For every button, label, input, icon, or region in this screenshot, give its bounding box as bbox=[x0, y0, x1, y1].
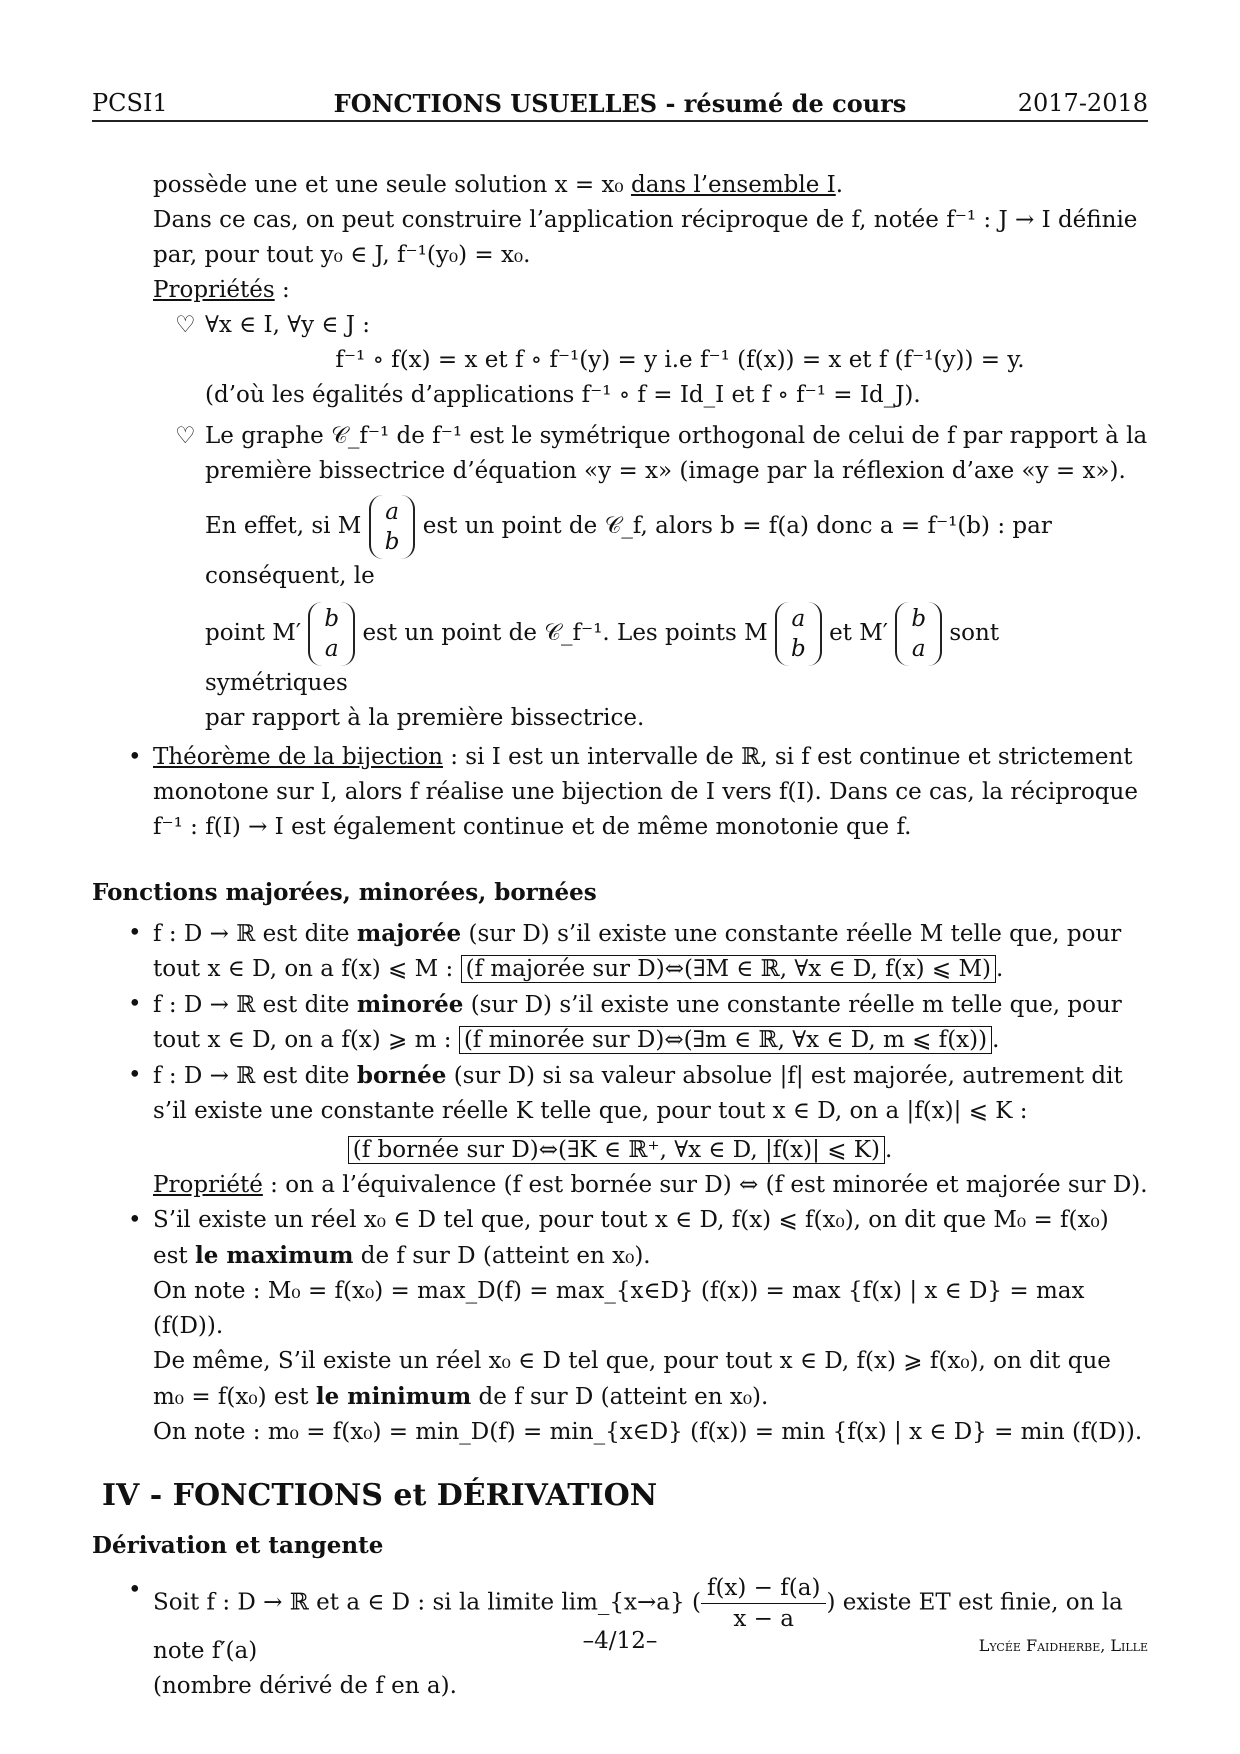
bijection-text: : si I est un intervalle de ℝ, si f est continue et strictement monotone sur I, alors f réalise une bijection de I vers f(I). Dans ce cas, la réciproque f⁻¹ : f(I) → I est également continue et de même monotonie que f. bbox=[153, 744, 1138, 840]
bijection-theorem bbox=[92, 740, 1148, 845]
bijection-label: Théorème de la bijection bbox=[153, 744, 443, 770]
bornee-box-line: (f bornée sur D)⇔(∃K ∈ ℝ⁺, ∀x ∈ D, |f(x)| ⩽ K) . bbox=[92, 1133, 1148, 1168]
prop-2-example bbox=[205, 495, 1148, 594]
page-number: –4/12– bbox=[582, 1628, 658, 1654]
header-year: 2017-2018 bbox=[1017, 89, 1148, 117]
vector-M bbox=[369, 495, 416, 559]
section-iv-title: IV - FONCTIONS et DÉRIVATION bbox=[102, 1478, 658, 1513]
vector-M-2 bbox=[775, 602, 822, 666]
proprietes-heading bbox=[153, 273, 1148, 308]
soit-a: Soit f : D → ℝ et a ∈ D : si la limite lim_{x→a} bbox=[153, 1589, 685, 1616]
vec-b: b bbox=[324, 606, 340, 632]
min2-bold: le minimum bbox=[315, 1383, 472, 1410]
subsection-bornees: Fonctions majorées, minorées, bornées bbox=[92, 879, 597, 906]
bor-box: (f bornée sur D)⇔(∃K ∈ ℝ⁺, ∀x ∈ D, |f(x)| ⩽ K) bbox=[348, 1136, 885, 1164]
bor-bold: bornée bbox=[356, 1062, 447, 1089]
bor-c: (sur D) si sa valeur absolue |f| est majorée, autrement dit s’il existe une constante réelle K telle que, pour tout x ∈ D, on a |f(x)| ⩽ K : bbox=[153, 1063, 1123, 1124]
bullet-icon: • bbox=[128, 1062, 142, 1088]
intro-end: . bbox=[835, 172, 844, 198]
soit-b: existe ET est finie, on la note f′(a) bbox=[153, 1589, 1123, 1664]
vec-a: a bbox=[385, 499, 399, 525]
prop-2-b: est un point de 𝒞_f, alors b = f(a) donc a = f⁻¹(b) : par conséquent, le bbox=[205, 513, 1052, 589]
maximum-item bbox=[92, 1203, 1148, 1274]
propriete-bornee bbox=[153, 1168, 1148, 1203]
bullet-icon: • bbox=[128, 1577, 142, 1603]
derivation-item: • Soit f : D → ℝ et a ∈ D : si la limite lim_{x→a} ( $\frac{f(x) - f(a)}{x - a}$ ) existe ET est finie, on la note f′(a) bbox=[128, 1575, 1123, 1664]
intro-reciproque: Dans ce cas, on peut construire l’application réciproque de f, notée f⁻¹ : J → I définie par, pour tout y₀ ∈ J, f⁻¹(y₀) = x₀. bbox=[153, 207, 1138, 268]
proprietes-colon: : bbox=[274, 277, 290, 303]
bullet-icon: • bbox=[128, 744, 142, 770]
prop-2-text: Le graphe 𝒞_f⁻¹ de f⁻¹ est le symétrique orthogonal de celui de f par rapport à la première bissectrice d’équation «y = x» (image par la réflexion d’axe «y = x»). bbox=[205, 423, 1148, 484]
prop-2-a: En effet, si M bbox=[205, 513, 362, 539]
minimum-note: On note : m₀ = f(x₀) = min_D(f) = min_{x∈D} (f(x)) = min {f(x) | x ∈ D} = min (f(D)). bbox=[153, 1419, 1143, 1445]
maj-box: (f majorée sur D)⇔(∃M ∈ ℝ, ∀x ∈ D, f(x) ⩽ M) bbox=[461, 955, 996, 983]
proprietes-label: Propriétés bbox=[153, 277, 275, 303]
prop-2-c: point M′ bbox=[205, 620, 302, 646]
bullet-icon: • bbox=[128, 1207, 142, 1233]
maj-bold: majorée bbox=[356, 920, 462, 947]
content bbox=[92, 168, 1148, 1704]
minoree-item: • f : D → ℝ est dite minorée (sur D) s’il existe une constante réelle m telle que, pour tout x ∈ D, on a f(x) ⩾ m : (f minorée sur D)⇔(∃m ∈ ℝ, ∀x ∈ D, m ⩽ f(x)) . bbox=[92, 987, 1148, 1058]
max-c: de f sur D (atteint en x₀). bbox=[353, 1243, 651, 1269]
bornee-item bbox=[92, 1058, 1148, 1129]
footer-school: Lycée Faidherbe, Lille bbox=[978, 1636, 1148, 1655]
intro-line bbox=[153, 168, 1148, 203]
min-a: f : D → ℝ est dite bbox=[153, 992, 357, 1018]
min-bold: minorée bbox=[356, 991, 464, 1018]
bor-a: f : D → ℝ est dite bbox=[153, 1063, 357, 1089]
prop-1-text: ∀x ∈ I, ∀y ∈ J : bbox=[205, 312, 371, 338]
vector-M-prime-2 bbox=[895, 602, 942, 666]
max-bold: le maximum bbox=[194, 1242, 354, 1269]
frac-denominator: x − a bbox=[733, 1606, 794, 1632]
vec-b: b bbox=[911, 606, 927, 632]
prop-2-end: par rapport à la première bissectrice. bbox=[205, 705, 645, 731]
maj-a: f : D → ℝ est dite bbox=[153, 921, 357, 947]
prop-2-e: et M′ bbox=[829, 620, 888, 646]
minimum-item bbox=[153, 1344, 1148, 1415]
max-a: S’il existe un réel x₀ ∈ D tel que, pour tout x ∈ D, f(x) ⩽ f(x₀), on dit que M₀ = f(x₀) est bbox=[153, 1207, 1109, 1269]
prop-1 bbox=[175, 308, 1148, 343]
propriete-text: : on a l’équivalence (f est bornée sur D) ⇔ (f est minorée et majorée sur D). bbox=[262, 1172, 1148, 1198]
vec-b: b bbox=[791, 636, 806, 662]
min-box: (f minorée sur D)⇔(∃m ∈ ℝ, ∀x ∈ D, m ⩽ f(x)) bbox=[459, 1026, 992, 1054]
bullet-icon: • bbox=[128, 991, 142, 1017]
intro-underlined: dans l’ensemble I bbox=[630, 172, 836, 198]
maj-c: (sur D) s’il existe une constante réelle M telle que, pour tout x ∈ D, on a f(x) ⩽ M : bbox=[153, 921, 1122, 982]
majoree-item: • f : D → ℝ est dite majorée (sur D) s’il existe une constante réelle M telle que, pour tout x ∈ D, on a f(x) ⩽ M : (f majorée sur D)⇔(∃M ∈ ℝ, ∀x ∈ D, f(x) ⩽ M) . bbox=[92, 916, 1148, 987]
prop-1-note: (d’où les égalités d’applications f⁻¹ ∘ f = Id_I et f ∘ f⁻¹ = Id_J). bbox=[205, 382, 921, 408]
min-c: (sur D) s’il existe une constante réelle m telle que, pour tout x ∈ D, on a f(x) ⩾ m : bbox=[153, 992, 1122, 1053]
header-class: PCSI1 bbox=[92, 89, 168, 117]
header-title: FONCTIONS USUELLES - résumé de cours bbox=[333, 89, 907, 118]
page-header bbox=[92, 84, 1148, 122]
frac-numerator: f(x) − f(a) bbox=[701, 1573, 827, 1604]
heart-icon: ♡ bbox=[175, 423, 196, 449]
prop-2-points bbox=[205, 602, 1148, 701]
vec-b: b bbox=[384, 529, 400, 555]
vector-M-prime bbox=[308, 602, 355, 666]
prop-2-d: est un point de 𝒞_f⁻¹. Les points M bbox=[362, 620, 768, 646]
propriete-label: Propriété bbox=[153, 1172, 263, 1198]
prop-2-f: sont symétriques bbox=[205, 620, 1000, 696]
prop-2 bbox=[175, 419, 1148, 489]
vec-a: a bbox=[791, 606, 806, 632]
bullet-icon: • bbox=[128, 920, 142, 946]
derivation-end: (nombre dérivé de f en a). bbox=[153, 1673, 457, 1699]
vec-a: a bbox=[324, 636, 339, 662]
intro-text: possède une et une seule solution x = x₀ bbox=[153, 172, 631, 198]
maximum-note: On note : M₀ = f(x₀) = max_D(f) = max_{x∈D} (f(x)) = max {f(x) | x ∈ D} = max (f(D)). bbox=[153, 1278, 1085, 1339]
prop-1-formula: f⁻¹ ∘ f(x) = x et f ∘ f⁻¹(y) = y i.e f⁻¹ (f(x)) = x et f (f⁻¹(y)) = y. bbox=[335, 347, 1025, 373]
vec-a: a bbox=[911, 636, 926, 662]
subsection-derivation: Dérivation et tangente bbox=[92, 1532, 384, 1559]
min2-c: de f sur D (atteint en x₀). bbox=[471, 1384, 769, 1410]
min2-a: De même, S’il existe un réel x₀ ∈ D tel que, pour tout x ∈ D, f(x) ⩾ f(x₀), on dit que m₀ = f(x₀) est bbox=[153, 1348, 1111, 1410]
heart-icon: ♡ bbox=[175, 312, 196, 338]
